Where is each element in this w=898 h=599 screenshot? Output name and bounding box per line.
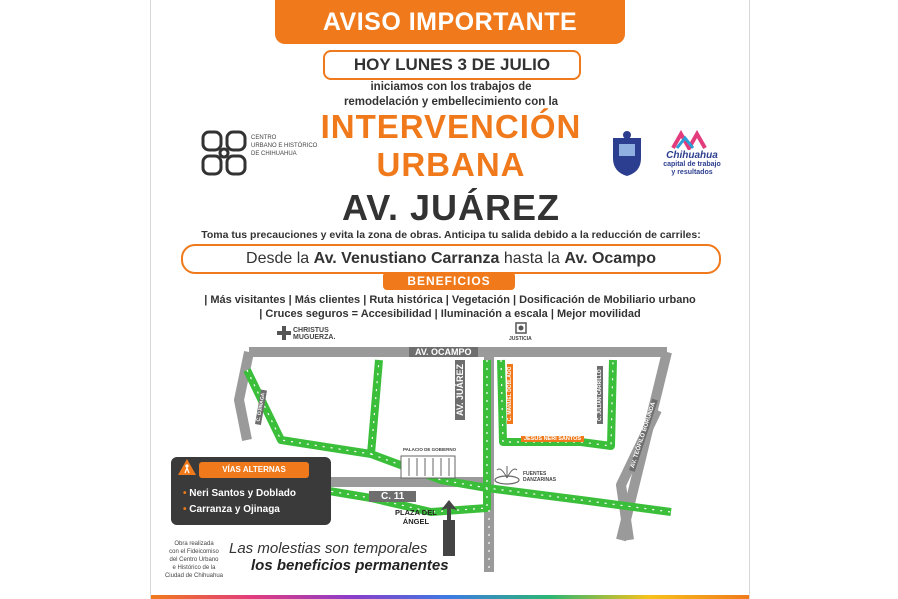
court-icon bbox=[515, 322, 527, 334]
slogan-line-1: Las molestias son temporales bbox=[229, 540, 428, 557]
intro-text bbox=[301, 80, 601, 110]
precaution-text: Toma tus precauciones y evita la zona de obras. Anticipa tu salida debido a la reducción de carriles: bbox=[201, 229, 701, 241]
label-av-ocampo: AV. OCAMPO bbox=[409, 347, 478, 357]
route-box: Desde la Av. Venustiano Carranza hasta la Av. Ocampo bbox=[181, 244, 721, 274]
color-strip bbox=[151, 595, 749, 599]
label-carrillo: C. JULIÁN CARRILLO bbox=[597, 366, 603, 424]
hospital-cross-icon bbox=[277, 326, 291, 340]
centro-historico-logo-text: CENTRO URBANO E HISTÓRICO DE CHIHUAHUA bbox=[251, 135, 318, 157]
road-west bbox=[239, 352, 249, 440]
benefits-line-1: | Más visitantes | Más clientes | Ruta histórica | Vegetación | Dosificación de Mobiliario urbano bbox=[204, 294, 696, 306]
court-label: JUSTICIA bbox=[509, 336, 532, 342]
centro-historico-logo-icon bbox=[199, 128, 249, 178]
benefits-title: BENEFICIOS bbox=[383, 272, 515, 290]
green-west-loop bbox=[247, 360, 379, 454]
alternate-routes-title: VÍAS ALTERNAS bbox=[199, 462, 309, 478]
label-av-juarez: AV. JUÁREZ bbox=[455, 360, 465, 420]
label-palace: PALACIO DE GOBIERNO bbox=[403, 447, 457, 452]
label-plaza-angel: PLAZA DEL ÁNGEL bbox=[395, 508, 437, 526]
label-doblado: C. MANUEL DOBLADO bbox=[507, 364, 513, 424]
title-intervencion: INTERVENCIÓN bbox=[320, 108, 582, 145]
label-fountains: FUENTES DANZARINAS bbox=[523, 471, 557, 483]
angel-monument-icon bbox=[441, 500, 457, 556]
alternate-route-1: • Neri Santos y Doblado bbox=[183, 488, 296, 499]
intro-line-2: remodelación y embellecimiento con la bbox=[343, 96, 559, 108]
hospital-label: CHRISTUS MUGUERZA. bbox=[293, 327, 336, 341]
chihuahua-brand-text: Chihuahua capital de trabajo y resultados bbox=[663, 150, 721, 176]
alternate-route-2: • Carranza y Ojinaga bbox=[183, 504, 280, 515]
label-borunda: AV. TEÓFILO BORUNDA bbox=[629, 399, 658, 472]
label-neri-santos: JESÚS NERI SANTOS bbox=[521, 436, 584, 442]
benefits-line-2: | Cruces seguros = Accesibilidad | Iluminación a escala | Mejor movilidad bbox=[259, 308, 641, 320]
label-c11: C. 11 bbox=[369, 491, 416, 502]
slogan-line-2: los beneficios permanentes bbox=[251, 557, 449, 574]
fountain-icon bbox=[495, 466, 519, 484]
intro-line-1: iniciamos con los trabajos de bbox=[370, 81, 532, 93]
credit-text: Obra realizada con el Fideicomiso del Centro Urbano e Histórico de la Ciudad de Chihuahua bbox=[164, 541, 224, 579]
title-av-juarez: AV. JUÁREZ bbox=[341, 187, 561, 228]
announcement-poster bbox=[150, 0, 750, 599]
title-urbana: URBANA bbox=[376, 146, 526, 183]
chihuahua-brand-icon bbox=[671, 130, 711, 150]
banner-title: AVISO IMPORTANTE bbox=[275, 0, 625, 44]
date-box: HOY LUNES 3 DE JULIO bbox=[323, 50, 581, 80]
roadwork-warning-icon bbox=[177, 458, 197, 476]
coat-of-arms-icon bbox=[609, 130, 645, 178]
label-ojinaga: C. OJINAGA bbox=[255, 389, 267, 425]
palace-icon bbox=[401, 456, 455, 478]
